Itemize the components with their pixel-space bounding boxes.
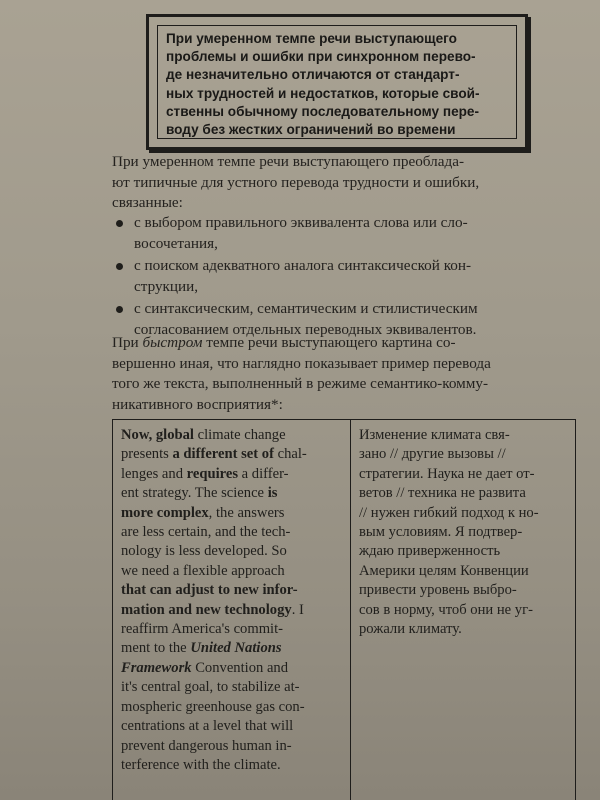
- russian-translation-column: [351, 420, 575, 800]
- english-text-run: is more complex: [121, 485, 278, 521]
- english-text-run: a differ- ent strategy. The science: [121, 465, 289, 502]
- paragraph-fast-tempo-a: При: [112, 334, 143, 351]
- list-item: с выбором правильного эквивалента слова или сло- восочетания,: [112, 213, 574, 254]
- english-text-run: climate change presents: [121, 427, 286, 463]
- english-text-run: Now, global: [121, 427, 194, 443]
- paragraph-fast-tempo-emphasis: быстром: [142, 334, 203, 351]
- callout-text: При умеренном темпе речи выступающего проблемы и ошибки при синхронном перево- де незначительно отличаются от стандарт- ных трудностей и недостатков, которые свой- ственны обычному последовательному пере- воду без жестких ограничений во времени: [157, 25, 517, 139]
- bullet-list: [112, 213, 574, 342]
- paragraph-fast-tempo-c: темпе речи выступающего картина со- вершенно иная, что наглядно показывает пример перевода того же текста, выполненный в режиме семантико-комму- никативного восприятия*:: [112, 334, 491, 413]
- english-text-run: United Nations Framework: [121, 640, 282, 676]
- russian-text-run: Изменение климата свя- зано // другие вызовы // стратегии. Наука не дает от- ветов // техника не развита // нужен гибкий подход к но- вым условиям.: [359, 427, 539, 541]
- english-text-run: it's central goal, to stabilize at- mospheric greenhouse gas con- centrations at a level that will prevent dangerous human in- terference with the climate.: [121, 679, 305, 773]
- english-source-column: [113, 420, 351, 800]
- english-text-run: a different set of: [172, 446, 274, 463]
- english-text-run: I reaffirm America's commit- ment to the: [121, 601, 304, 657]
- english-text-run: , the answers are less certain, and the tech- nology is less developed. So we need a flexible approach: [121, 504, 291, 579]
- callout-box: [146, 14, 528, 150]
- english-text-run: requires: [186, 465, 239, 482]
- english-text-run: .: [291, 601, 299, 618]
- comparison-table: [112, 419, 576, 800]
- list-item: с поиском адекватного аналога синтаксической кон- струкции,: [112, 256, 574, 297]
- english-text-run: that can adjust to new infor- mation and new technology: [121, 582, 298, 618]
- english-text-run: Convention and: [195, 659, 289, 676]
- english-text-run: chal- lenges and: [121, 446, 307, 482]
- paragraph-intro: При умеренном темпе речи выступающего преоблада- ют типичные для устного перевода трудности и ошибки, связанные:: [112, 153, 480, 211]
- russian-text-run: Я подтвер- ждаю приверженность Америки целям Конвенции привести уровень выбро- сов в норму, чтоб они не уг- рожали климату.: [359, 524, 533, 638]
- list-item: с синтаксическим, семантическим и стилистическим согласованием отдельных переводных эквивалентов.: [112, 299, 574, 340]
- paragraph-fast-tempo: [112, 333, 574, 415]
